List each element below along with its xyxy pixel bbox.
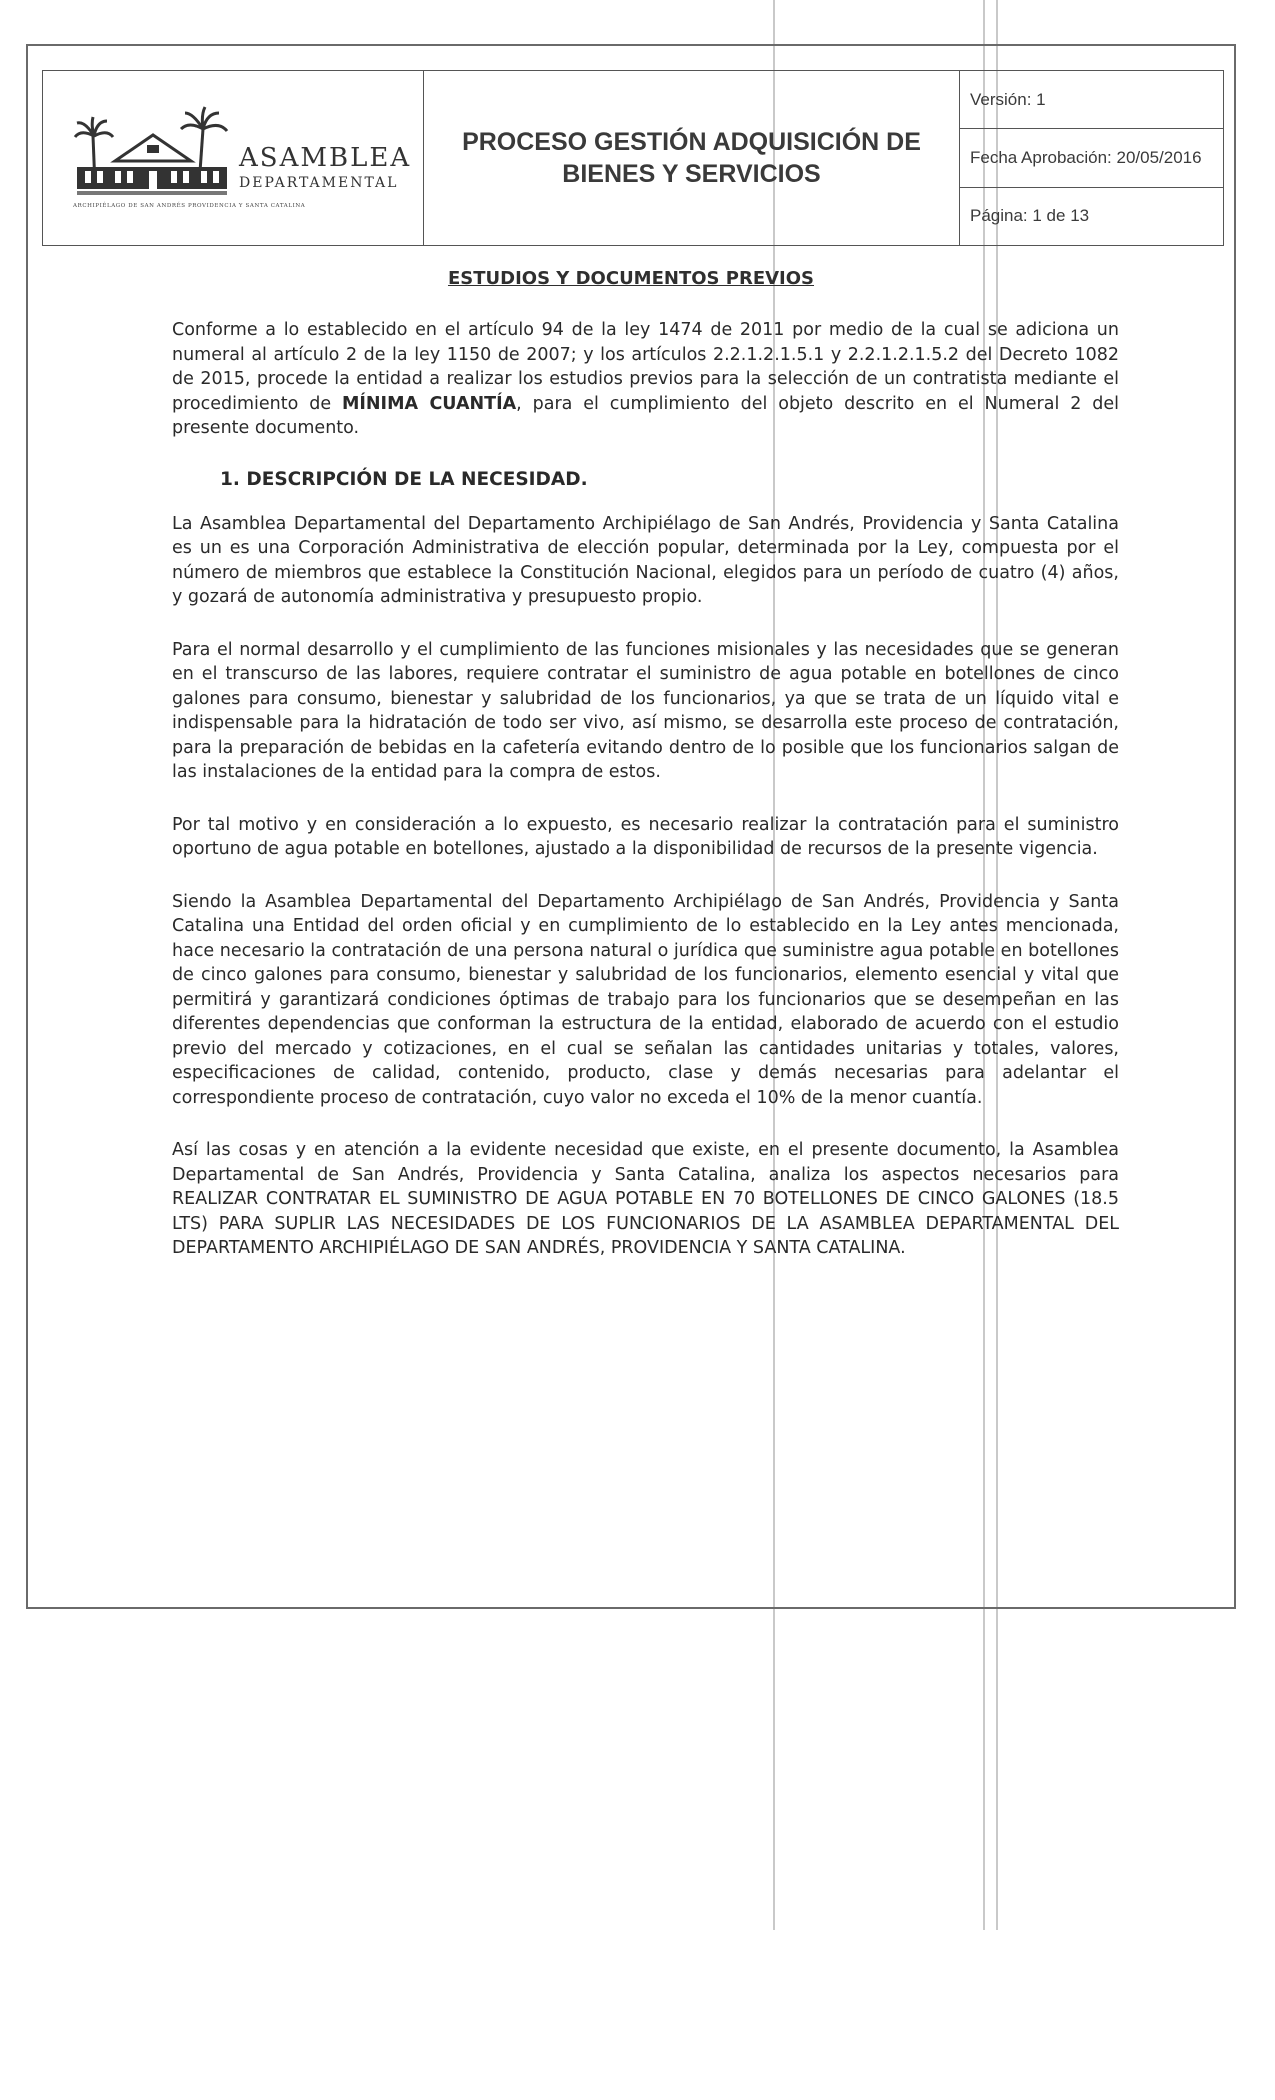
intro-text-end: , para el cumplimiento del objeto descrito en el Numeral 2 del presente documento. — [172, 393, 1119, 438]
body-paragraph: Siendo la Asamblea Departamental del Departamento Archipiélago de San Andrés, Providencia y Santa Catalina una Entidad del orden oficial y en cumplimiento de lo establecido en la Ley antes mencionada, hace necesario la contratación de una persona natural o jurídica que suministre agua potable en botellones de cinco galones para consumo, bienestar y salubridad de los funcionarios, elemento esencial y vital que permitirá y garantizará condiciones óptimas de trabajo para los funcionarios que se desempeñan en las diferentes dependencias que conforman la estructura de la entidad, elaborado de acuerdo con el estudio previo del mercado y cotizaciones, en el cual se señalan las cantidades unitarias y totales, valores, especificaciones de calidad, contenido, producto, clase y demás necesarias para adelantar el correspondiente proceso de contratación, cuyo valor no exceda el 10% de la menor cuantía. — [172, 891, 1119, 1108]
logo-cell — [43, 71, 424, 245]
document-body — [172, 318, 1119, 1289]
logo-subtitle: ARCHIPIÉLAGO DE SAN ANDRÉS PROVIDENCIA Y SANTA CATALINA — [73, 203, 306, 209]
page-number-field: Página: 1 de 13 — [960, 187, 1223, 245]
asamblea-logo-icon — [73, 91, 238, 201]
body-paragraph: Para el normal desarrollo y el cumplimiento de las funciones misionales y las necesidades que se generan en el transcurso de las labores, requiere contratar el suministro de agua potable en botellones de cinco galones para consumo, bienestar y salubridad de los funcionarios, ya que se trata de un líquido vital e indispensable para la hidratación de todo ser vivo, así mismo, se desarrolla este proceso de contratación, para la preparación de bebidas en la cafetería evitando dentro de lo posible que los funcionarios salgan de las instalaciones de la entidad para la compra de estos. — [172, 639, 1119, 782]
section-heading: 1. DESCRIPCIÓN DE LA NECESIDAD. — [220, 468, 588, 490]
logo-name-line2: DEPARTAMENTAL — [239, 175, 399, 191]
document-header — [42, 70, 1224, 246]
document-page — [26, 44, 1236, 1609]
logo-name-line1: ASAMBLEA — [239, 143, 412, 173]
header-title: PROCESO GESTIÓN ADQUISICIÓN DE BIENES Y SERVICIOS — [462, 128, 921, 188]
body-paragraph: La Asamblea Departamental del Departamento Archipiélago de San Andrés, Providencia y Santa Catalina es un es una Corporación Administrativa de elección popular, determinada por la Ley, compuesta por el número de miembros que establece la Constitución Nacional, elegidos para un período de cuatro (4) años, y gozará de autonomía administrativa y presupuesto propio. — [172, 513, 1119, 607]
intro-paragraph — [172, 318, 1119, 441]
intro-text-start: Conforme a lo establecido en el artículo 94 de la ley 1474 de 2011 por medio de la cual se adiciona un numeral al artículo 2 de la ley 1150 de 2007; y los artículos 2.2.1.2.1.5.1 y 2.2.1.2.1.5.2 del Decreto 1082 de 2015, procede la entidad a realizar los estudios previos para la selección de un contratista mediante el procedimiento de — [172, 320, 1119, 414]
intro-text-bold: MÍNIMA CUANTÍA — [341, 393, 517, 414]
body-paragraph: Así las cosas y en atención a la evidente necesidad que existe, en el presente documento, la Asamblea Departamental de San Andrés, Providencia y Santa Catalina, analiza los aspectos necesarios para REALIZAR CONTRATAR EL SUMINISTRO DE AGUA POTABLE EN 70 BOTELLONES DE CINCO GALONES (18.5 LTS) PARA SUPLIR LAS NECESIDADES DE LOS FUNCIONARIOS DE LA ASAMBLEA DEPARTAMENTAL DEL DEPARTAMENTO ARCHIPIÉLAGO DE SAN ANDRÉS, PROVIDENCIA Y SANTA CATALINA. — [172, 1140, 1119, 1258]
header-meta — [960, 71, 1223, 245]
body-paragraph: Por tal motivo y en consideración a lo expuesto, es necesario realizar la contratación para el suministro oportuno de agua potable en botellones, ajustado a la disponibilidad de recursos de la presente vigencia. — [172, 814, 1119, 859]
approval-date-field: Fecha Aprobación: 20/05/2016 — [960, 128, 1223, 186]
version-field: Versión: 1 — [970, 89, 1046, 109]
document-title: ESTUDIOS Y DOCUMENTOS PREVIOS — [447, 268, 815, 289]
header-title-cell — [424, 71, 960, 245]
